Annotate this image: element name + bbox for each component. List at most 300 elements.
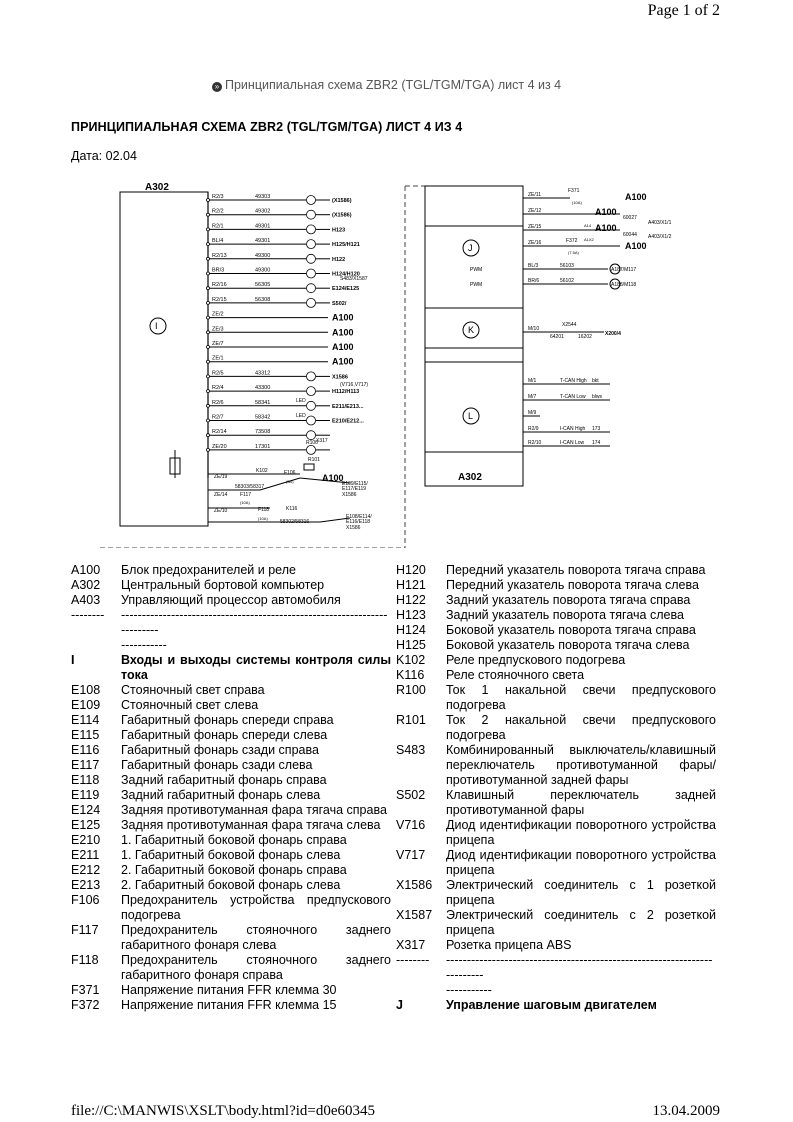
legend-code: H121 [396,578,426,592]
pin-dot [207,419,210,422]
legend-code: E125 [71,818,101,832]
lamp-icon [307,225,316,234]
legend-description: ----------- [121,638,167,652]
legend-row [396,608,716,623]
legend-code: E108 [71,683,101,697]
legend-description: 2. Габаритный боковой фонарь слева [121,878,341,892]
legend-description: Диод идентификации поворотного устройства прицепа [446,848,716,877]
left-unit-label: A302 [145,182,169,193]
legend-description: 1. Габаритный боковой фонарь слева [121,848,341,862]
pin-dot [207,199,210,202]
wire-number: 17301 [255,443,271,450]
right-l-marker: L [468,411,474,421]
pin-label: BL/4 [212,238,224,245]
right-a100-c: A100 [625,241,647,251]
right-a187: A187/M117 [611,267,637,273]
legend-code: -------- [396,953,430,967]
legend-description: Клавишный переключатель задней противотуманной фары [446,788,716,817]
legend-row [396,878,716,908]
target-label: S502/ [332,300,347,307]
legend-description: Предохранитель стояночного заднего габаритного фонаря справа [121,953,391,982]
right-f372: F372 [566,238,578,244]
legend-description: Реле предпускового подогрева [446,653,626,667]
legend-code: X1587 [396,908,433,922]
legend-code: S483 [396,743,426,757]
legend-description: Блок предохранителей и реле [121,563,296,577]
right-k-marker: K [468,325,475,335]
legend-code: H122 [396,593,426,607]
legend-row [71,743,391,758]
legend-description: Входы и выходы системы контроля силы тока [121,653,391,682]
legend-row [396,998,716,1013]
legend-row [396,668,716,683]
right-tcan-low: T-CAN Low [560,394,586,400]
legend-row [71,818,391,833]
right-a14: A14 [584,223,592,228]
pin-label: ZE/2 [212,311,224,318]
legend-right [396,563,716,1013]
pin-label: R2/14 [212,429,227,436]
legend-code: H125 [396,638,426,652]
legend-code: V717 [396,848,426,862]
legend-code: E213 [71,878,101,892]
legend-code: F117 [71,923,99,937]
a100-k102: A100 [322,473,344,483]
f117-label: F117 [240,492,252,498]
wire-number: 56308 [255,296,271,303]
legend-code: X317 [396,938,426,952]
target-label: H123 [332,227,346,234]
legend-code: E210 [71,833,101,847]
lamp-icon [307,240,316,249]
legend-description: Предохранитель стояночного заднего габаритного фонаря слева [121,923,391,952]
wiring-diagram [100,178,720,548]
legend-row [71,683,391,698]
target-label: (X1586) [332,198,352,204]
legend-code: F372 [71,998,100,1012]
legend-description: ------------------------------------------------------------------------- [121,608,388,637]
lamp-icon [307,284,316,293]
legend-row [71,863,391,878]
left-unit-marker-circle [150,318,166,334]
f106-rating: (5A) [286,479,294,484]
page-number: Page 1 of 2 [647,2,720,19]
pin-dot [207,434,210,437]
legend-row [71,578,391,593]
lamp-icon [307,401,316,410]
legend-code: E114 [71,713,100,727]
legend-description: Боковой указатель поворота тягача слева [446,638,690,652]
legend-code: X1586 [396,878,433,892]
lamp-icon [307,445,316,454]
legend-row [71,593,391,608]
legend-code: F106 [71,893,100,907]
legend-description: Задний габаритный фонарь справа [121,773,327,787]
legend-code: K116 [396,668,425,682]
right-60027: 60027 [623,215,637,221]
legend-code: F371 [71,983,100,997]
legend-row [396,683,716,713]
right-f372-rating: (7.5A) [568,250,579,255]
right-64201: 64201 [550,334,564,340]
legend-description: Электрический соединитель с 1 розеткой прицепа [446,878,716,907]
legend-code: K102 [396,653,426,667]
legend-description: Диод идентификации поворотного устройства прицепа [446,818,716,847]
right-r210: R2/10 [528,440,542,446]
s483-label: S483/X1587 [340,276,368,282]
pin-label: R2/1 [212,223,224,230]
legend-row [71,953,391,983]
lamp-icon [307,210,316,219]
legend-row [71,638,391,653]
legend-code: E212 [71,863,101,877]
pin-dot [207,272,210,275]
target-label: X1586 [332,374,348,381]
right-a100-mid: A100 [595,207,617,217]
legend-code: E124 [71,803,101,817]
legend-code: S502 [396,788,426,802]
legend-code: H123 [396,608,426,622]
legend-description: Габаритный фонарь сзади слева [121,758,313,772]
right-unit-box [425,186,523,486]
target-label: E124/E125 [332,286,360,293]
pin-label: R2/4 [212,385,224,392]
right-br6: BR/6 [528,278,540,284]
pin-dot [207,331,210,334]
wire-number: 49303 [255,194,271,200]
wire-number: 49301 [255,223,271,230]
right-m9: M/9 [528,410,537,416]
left-rows [207,194,365,454]
legend-description: Ток 1 накальной свечи предпускового подогрева [446,683,716,712]
legend-description: Реле стояночного света [446,668,585,682]
legend-row [71,608,391,638]
right-a100-top: A100 [625,192,647,202]
legend-row [396,623,716,638]
target-label: H112/H113 [332,389,360,396]
legend-row [396,938,716,953]
right-ze16: ZE/16 [528,240,542,246]
legend-row [396,983,716,998]
legend-description: Задний габаритный фонарь слева [121,788,321,802]
legend-code: H120 [396,563,426,577]
legend-row [71,983,391,998]
ze14-label: ZE/14 [214,492,228,498]
pin-dot [207,316,210,319]
f118-label: F118 [258,507,270,513]
legend-description: Боковой указатель поворота тягача справа [446,623,696,637]
legend-row [396,713,716,743]
right-a1x2: A1X2 [584,237,594,242]
legend-description: Задняя противотуманная фара тягача справа [121,803,387,817]
legend-row [396,788,716,818]
lamp-icon [307,196,316,205]
legend-description: Центральный бортовой компьютер [121,578,325,592]
target-label: H125/H121 [332,242,360,249]
wire-number: 56305 [255,282,271,289]
document-date: Дата: 02.04 [71,149,137,163]
legend-row [71,878,391,893]
legend-code: J [396,998,403,1012]
pin-label: R2/5 [212,370,224,377]
f118-rating: (10A) [258,516,268,521]
legend-description: Предохранитель устройства предпускового подогрева [121,893,391,922]
legend-description: ----------- [446,983,492,997]
wire-number: 49300 [255,267,271,274]
target-label: A100 [332,342,354,352]
legend-code: E117 [71,758,100,772]
legend-code: R100 [396,683,426,697]
r101-label: R101 [308,457,320,463]
legend-description: Габаритный фонарь спереди слева [121,728,328,742]
legend-row [71,713,391,728]
legend-row [396,593,716,608]
legend-description: Напряжение питания FFR клемма 15 [121,998,337,1012]
right-60044: 60044 [623,232,637,238]
legend-description: Передний указатель поворота тягача слева [446,578,699,592]
pin-label: ZE/1 [212,355,224,362]
k116-label: K116 [286,506,298,512]
legend-description: Стояночный свет слева [121,698,259,712]
legend-description: Электрический соединитель с 2 розеткой прицепа [446,908,716,937]
e109-label: E109/E115/ [342,481,368,487]
legend-row [396,953,716,983]
right-x200: X200/4 [605,331,621,337]
right-m7: M/7 [528,394,537,400]
pin-label: ZE/20 [212,443,227,450]
wire-number: 43300 [255,385,271,392]
right-f371-rating: (10A) [572,200,582,205]
lamp-icon [307,254,316,263]
legend-code: E109 [71,698,101,712]
wire-number: 49301 [255,238,271,245]
legend-row [396,818,716,848]
legend-code: E211 [71,848,100,862]
breadcrumb-text[interactable]: Принципиальная схема ZBR2 (TGL/TGM/TGA) лист 4 из 4 [225,78,562,92]
legend-code: H124 [396,623,426,637]
right-a188: A188/M118 [611,282,637,288]
wire-58302: 58302/58316 [280,519,310,525]
legend-code: F118 [71,953,99,967]
legend-description: Габаритный фонарь спереди справа [121,713,334,727]
right-ican-low: I-CAN Low [560,440,585,446]
wire-number: 58342 [255,414,271,421]
legend-code: R101 [396,713,426,727]
legend-code: E115 [71,728,100,742]
target-label: (X1586) [332,212,352,219]
pin-dot [207,287,210,290]
right-56102: 56102 [560,278,574,284]
pin-label: R2/7 [212,414,224,421]
right-unit-label: A302 [458,472,482,483]
legend-left [71,563,391,1013]
wire-number: 49300 [255,252,271,259]
right-a403-2: A403/X1/2 [648,234,672,240]
right-bl3: BL/3 [528,263,539,269]
legend-description: Передний указатель поворота тягача справа [446,563,706,577]
r100-label: R100 [306,440,318,446]
right-f371: F371 [568,188,580,194]
legend-row [396,743,716,788]
legend-description: Задний указатель поворота тягача слева [446,608,684,622]
legend-row [71,848,391,863]
lamp-icon [307,372,316,381]
pin-dot [207,301,210,304]
f117-rating: (10A) [240,500,250,505]
pin-dot [207,360,210,363]
legend-code: -------- [71,608,105,622]
right-x2544: X2544 [562,322,577,328]
pin-dot [207,390,210,393]
right-bkt: bkt [592,378,599,384]
legend-description: Напряжение питания FFR клемма 30 [121,983,337,997]
wire-number: 43312 [255,370,271,377]
legend-row [396,638,716,653]
x1586-label: X1586 [342,492,357,498]
legend-row [71,773,391,788]
legend-row [71,923,391,953]
legend-row [71,653,391,683]
right-tcan-high: T-CAN High [560,378,587,384]
left-unit-marker: I [155,321,158,331]
right-j-marker: J [468,243,473,253]
legend-row [71,833,391,848]
target-label: H124/H120 [332,271,360,278]
target-label: A100 [332,312,354,323]
legend-row [396,908,716,938]
legend-description: Розетка прицепа ABS [446,938,572,952]
legend-row [396,653,716,668]
legend-description: Комбинированный выключатель/клавишный переключатель противотуманной фары/противотуманной задней фары [446,743,716,787]
led-label-1: LED [296,398,306,404]
right-m1: M/1 [528,378,537,384]
legend-code: E118 [71,773,100,787]
ze19-label: ZE/19 [214,474,228,480]
legend-code: A302 [71,578,101,592]
right-blws: blws [592,394,603,400]
legend-description: Стояночный свет справа [121,683,265,697]
legend-row [396,848,716,878]
pin-label: R2/3 [212,194,224,200]
legend-code: E116 [71,743,100,757]
legend-row [71,728,391,743]
right-ze15: ZE/15 [528,224,542,230]
legend-description: Задний указатель поворота тягача справа [446,593,691,607]
x317-label: X317 [316,438,328,444]
right-a100-b: A100 [595,223,617,233]
lamp-icon [307,416,316,425]
f106-label: F106 [284,470,296,476]
pin-label: R2/13 [212,252,227,259]
pin-dot [207,448,210,451]
legend-code: I [71,653,75,667]
left-unit-box [120,192,208,526]
right-pwm1: PWM [470,267,483,273]
breadcrumb[interactable] [212,78,561,92]
pin-dot [207,213,210,216]
lamp-icon [307,387,316,396]
pin-label: R2/2 [212,208,224,215]
legend-row [71,893,391,923]
legend-code: E119 [71,788,100,802]
legend-row [71,788,391,803]
legend-code: A100 [71,563,101,577]
right-173: 173 [592,426,601,432]
v716-label: (V716,V717) [340,382,369,388]
legend-row [396,578,716,593]
arrow-icon: » [212,82,222,92]
pin-label: BR/3 [212,267,225,274]
page-title: ПРИНЦИПИАЛЬНАЯ СХЕМА ZBR2 (TGL/TGM/TGA) ЛИСТ 4 ИЗ 4 [71,120,463,134]
legend-description: Управляющий процессор автомобиля [121,593,341,607]
ze10-label: ZE/10 [214,508,228,514]
pin-dot [207,375,210,378]
right-56103: 56103 [560,263,574,269]
legend-row [71,998,391,1013]
target-label: A100 [332,356,354,367]
right-ican-high: I-CAN High [560,426,586,432]
right-174: 174 [592,440,601,446]
pin-dot [207,243,210,246]
legend-description: 1. Габаритный боковой фонарь справа [121,833,347,847]
pin-label: R2/15 [212,296,227,303]
lamp-icon [307,431,316,440]
footer-url: file://C:\MANWIS\XSLT\body.html?id=d0e60345 [71,1103,376,1119]
right-16202: 16202 [578,334,592,340]
legend-description: 2. Габаритный боковой фонарь справа [121,863,347,877]
k102-label: K102 [256,468,268,474]
pin-label: R2/16 [212,282,227,289]
pin-label: ZE/3 [212,326,224,333]
target-label: H122 [332,256,346,263]
legend-row [71,698,391,713]
pin-label: ZE/7 [212,341,224,347]
right-pwm2: PWM [470,282,483,288]
right-ze12: ZE/12 [528,208,542,214]
legend-code: A403 [71,593,101,607]
pin-dot [207,228,210,231]
right-ze11: ZE/11 [528,192,541,198]
target-label: A100 [332,327,354,338]
pin-dot [207,257,210,260]
legend-row [71,803,391,818]
legend-row [396,563,716,578]
legend-row [71,563,391,578]
x1586b-label: X1586 [346,525,361,531]
footer-date: 13.04.2009 [652,1103,720,1119]
right-r29: R2/9 [528,426,539,432]
legend-description: ------------------------------------------------------------------------- [446,953,713,982]
e116-label: E116/E118 [346,519,371,525]
pin-dot [207,404,210,407]
legend-code: V716 [396,818,426,832]
wire-number: 73508 [255,429,271,436]
target-label: E210/E212... [332,418,364,425]
lamp-icon [307,269,316,278]
legend-row [71,758,391,773]
legend-description: Задняя противотуманная фара тягача слева [121,818,381,832]
right-a403-1: A403/X1/1 [648,220,672,226]
lamp-icon [307,298,316,307]
wire-number: 58341 [255,399,271,406]
pin-dot [207,346,210,349]
legend-description: Габаритный фонарь сзади справа [121,743,319,757]
wire-58303: 58303/58317 [235,484,265,490]
e108-label: E108/E114/ [346,514,372,520]
pin-label: R2/6 [212,399,224,406]
legend-description: Ток 2 накальной свечи предпускового подогрева [446,713,716,742]
wire-number: 49302 [255,208,271,215]
